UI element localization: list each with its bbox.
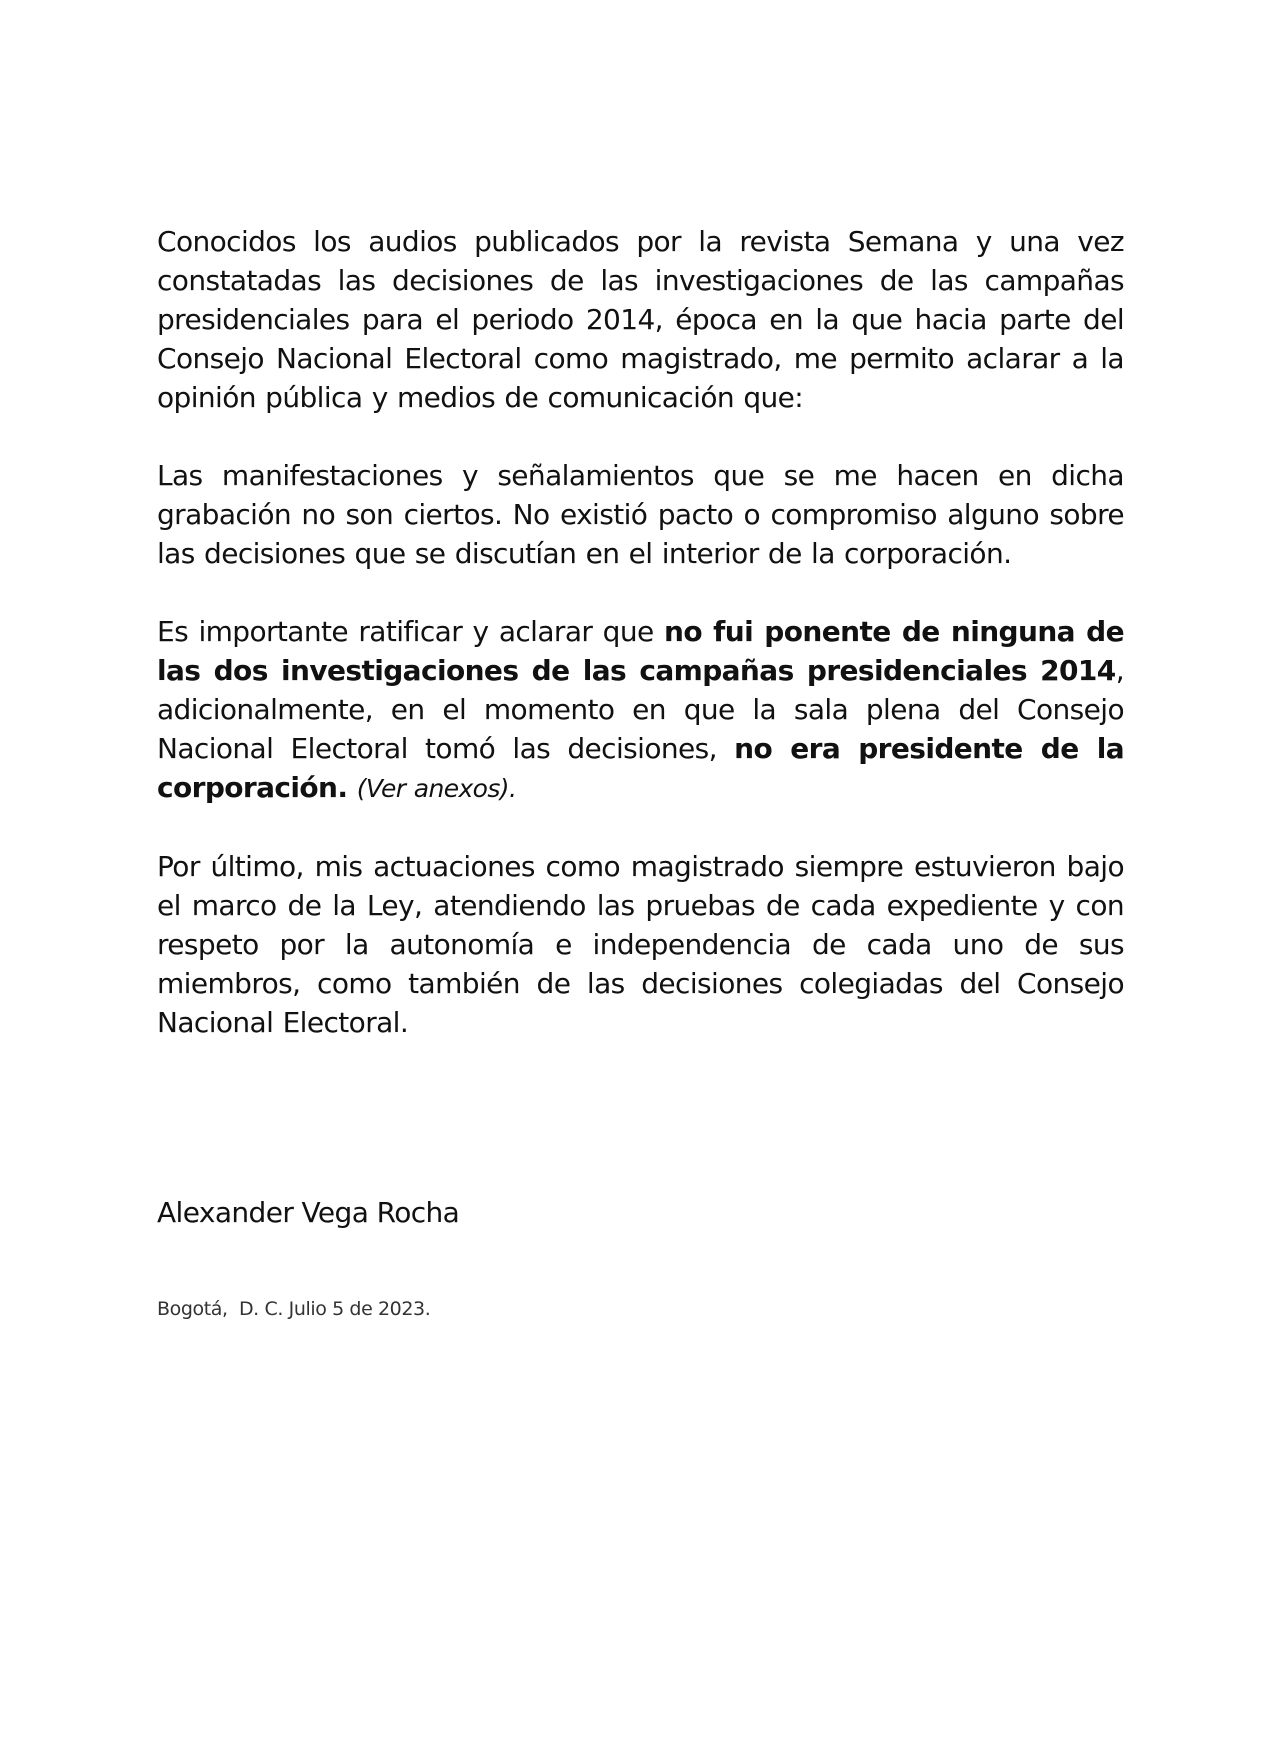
annex-reference: (Ver anexos). [356,774,517,803]
clarification-text-2: , adicionalmente, en el momento en que la sala plena del Consejo Nacional Electoral tomó las decisiones, [157,654,1124,765]
paragraph-clarification [157,612,1124,808]
clarification-bold-1: no fui ponente de ninguna de las dos investigaciones de las campañas presidenciales 2014 [157,615,1125,687]
paragraph-denial [157,456,1124,573]
paragraph-closing [157,847,1124,1042]
paragraph-intro-text: Conocidos los audios publicados por la revista Semana y una vez constatadas las decisiones de las investigaciones de las campañas presidenciales para el periodo 2014, época en la que hacia parte del Consejo Nacional Electoral como magistrado, me permito aclarar a la opinión pública y medios de comunicación que: [157,225,1124,414]
clarification-bold-2: no era presidente de la corporación. [157,732,1124,804]
clarification-space [347,771,356,804]
paragraph-denial-text: Las manifestaciones y señalamientos que se me hacen en dicha grabación no son ciertos. No existió pacto o compromiso alguno sobre las decisiones que se discutían en el interior de la corporación. [157,459,1124,570]
paragraph-intro [157,222,1124,417]
date-line: Bogotá, D. C. Julio 5 de 2023. [157,1298,431,1320]
clarification-text-1: Es importante ratificar y aclarar que [157,615,664,648]
paragraph-closing-text: Por último, mis actuaciones como magistrado siempre estuvieron bajo el marco de la Ley, atendiendo las pruebas de cada expediente y con respeto por la autonomía e independencia de cada uno de sus miembros, como también de las decisiones colegiadas del Consejo Nacional Electoral. [157,850,1124,1039]
signature-name: Alexander Vega Rocha [157,1196,460,1229]
statement-body [157,222,1124,1081]
